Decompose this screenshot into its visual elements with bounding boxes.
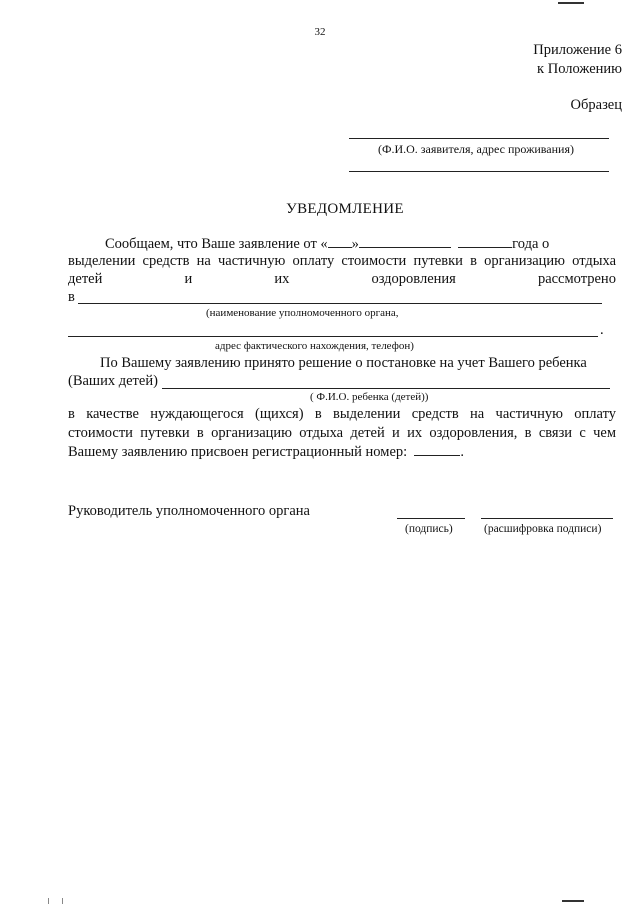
para1-line1 xyxy=(105,235,617,253)
para1-text-a: Сообщаем, что Ваше заявление от « xyxy=(105,236,328,252)
para2-line3: в качестве нуждающегося (щихся) в выделении средств на частичную оплату xyxy=(68,406,616,422)
para1-quote-close: » xyxy=(351,236,359,252)
page-number: 32 xyxy=(314,26,326,38)
word-health: оздоровления xyxy=(371,271,456,287)
word-and: и xyxy=(184,271,193,287)
address-line-period: . xyxy=(600,322,604,338)
decode-line xyxy=(481,518,613,519)
notice-title: УВЕДОМЛЕНИЕ xyxy=(286,201,404,217)
applicant-line-1 xyxy=(349,138,609,139)
year-blank xyxy=(458,235,512,248)
address-caption: адрес фактического нахождения, телефон) xyxy=(215,340,414,352)
signature-line xyxy=(397,518,465,519)
word-their: их xyxy=(274,271,290,287)
word-children: детей xyxy=(68,271,103,287)
para1-line2: выделении средств на частичную оплату стоимости путевки в организацию отдыха xyxy=(68,253,616,269)
applicant-caption: (Ф.И.О. заявителя, адрес проживания) xyxy=(378,142,574,156)
scan-mark-bottom xyxy=(562,900,584,902)
reg-number-blank xyxy=(414,443,460,456)
reg-number-text: Вашему заявлению присвоен регистрационный номер: xyxy=(68,444,408,460)
para1-line4-prefix: в xyxy=(68,289,75,305)
address-line xyxy=(68,336,598,337)
scan-mark-top xyxy=(558,2,584,4)
signature-caption: (подпись) xyxy=(405,523,453,535)
scan-tick-1 xyxy=(48,898,49,904)
appendix-label: Приложение 6 xyxy=(533,42,622,58)
authority-line xyxy=(78,303,602,304)
scan-tick-2 xyxy=(62,898,63,904)
para2-line5 xyxy=(68,443,464,461)
reg-number-period: . xyxy=(460,444,465,460)
day-blank xyxy=(328,235,352,248)
decode-caption: (расшифровка подписи) xyxy=(484,523,602,535)
word-reviewed: рассмотрено xyxy=(537,271,616,287)
child-name-caption: ( Ф.И.О. ребенка (детей)) xyxy=(310,391,429,403)
para2-line4: стоимости путевки в организацию отдыха детей и их оздоровления, в связи с чем xyxy=(68,425,616,441)
regulation-label: к Положению xyxy=(537,61,622,77)
applicant-line-2 xyxy=(349,171,609,172)
sample-label: Образец xyxy=(570,97,622,113)
month-blank xyxy=(359,235,451,248)
para1-year-word: года о xyxy=(512,236,550,252)
child-name-line xyxy=(162,388,610,389)
para2-line1: По Вашему заявлению принято решение о постановке на учет Вашего ребенка xyxy=(100,355,587,371)
para2-line2-prefix: (Ваших детей) xyxy=(68,373,158,389)
head-label: Руководитель уполномоченного органа xyxy=(68,503,310,519)
authority-caption: (наименование уполномоченного органа, xyxy=(206,307,399,319)
para1-line3 xyxy=(68,271,616,288)
